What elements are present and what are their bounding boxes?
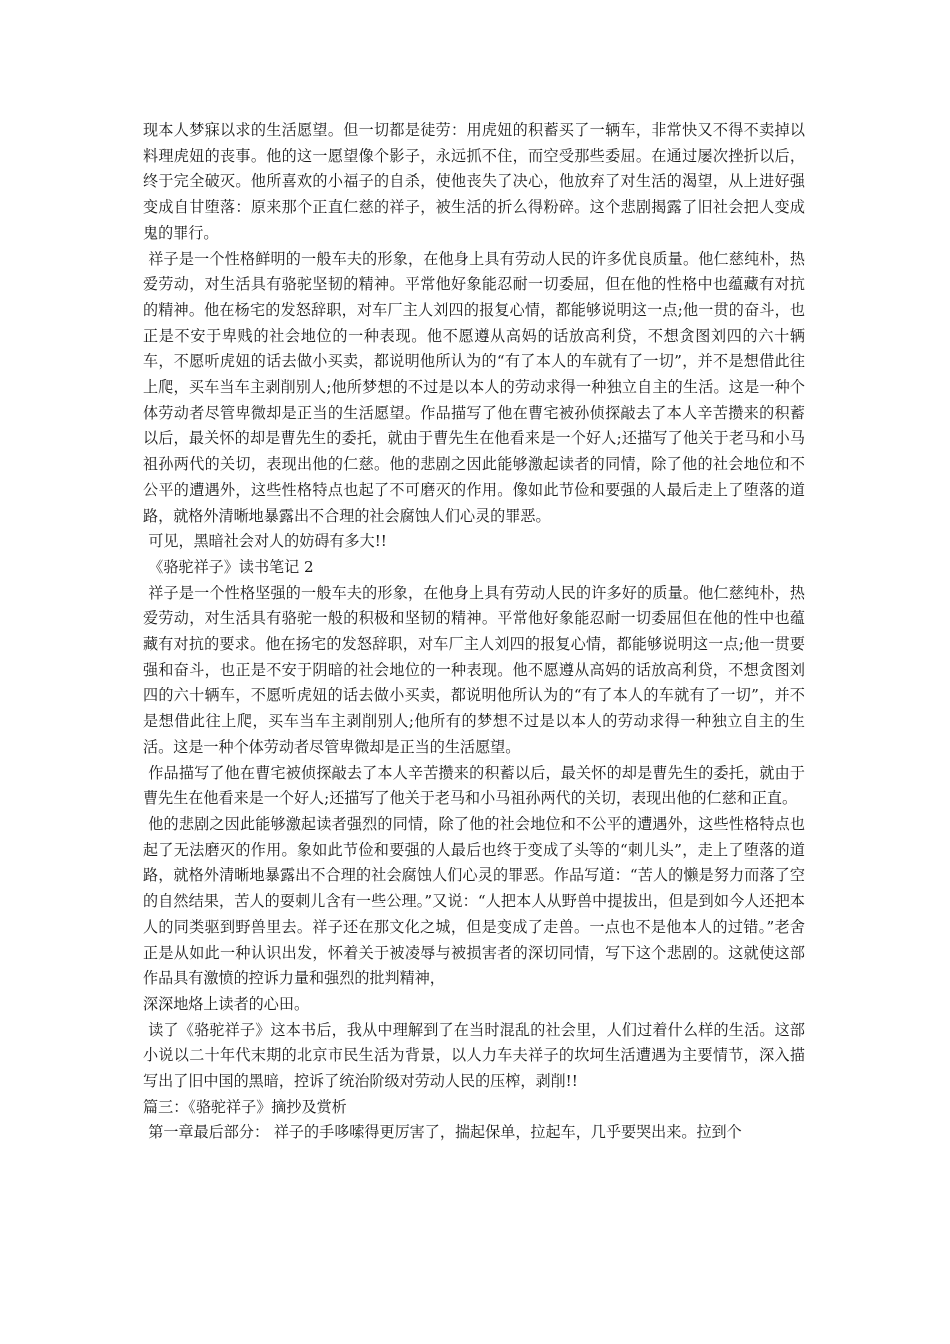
paragraph-continued: 现本人梦寐以求的生活愿望。但一切都是徒劳：用虎妞的积蓄买了一辆车，非常快又不得不卖掉以料理虎妞的丧事。他的这一愿望像个影子，永远抓不住，而空受那些委屈。在通过屡次挫折以后，终于完全破灭。他所喜欢的小福子的自杀，使他丧失了决心，他放弃了对生活的渴望，从上进好强变成自甘堕落：原来那个正直仁慈的祥子，被生活的折么得粉碎。这个悲剧揭露了旧社会把人变成鬼的罪行。 <box>143 121 805 242</box>
paragraph-notes-2-closing-line: 深深地烙上读者的心田。 <box>143 994 310 1013</box>
section-heading-notes-2: 《骆驼祥子》读书笔记 2 <box>148 557 314 576</box>
paragraph-conclusion: 可见，黑暗社会对人的妨碍有多大!! <box>148 532 387 551</box>
paragraph-xiangzi-character: 祥子是一个性格鲜明的一般车夫的形象，在他身上具有劳动人民的许多优良质量。他仁慈纯朴，热爱劳动，对生活具有骆驼坚韧的精神。平常他好象能忍耐一切委屈，但在他的性格中也蕴藏有对抗的精神。他在杨宅的发怒辞职，对车厂主人刘四的报复心情，都能够说明这一点;他一贯的奋斗，也正是不安于卑贱的社会地位的一种表现。他不愿遵从高妈的话放高利贷，不想贪图刘四的六十辆车，不愿听虎妞的话去做小买卖，都说明他所认为的“有了本人的车就有了一切”，并不是想借此往上爬，买车当车主剥削别人;他所梦想的不过是以本人的劳动求得一种独立自主的生活。这是一种个体劳动者尽管卑微却是正当的生活愿望。作品描写了他在曹宅被孙侦探敲去了本人辛苦攒来的积蓄以后，最关怀的却是曹先生的委托，就由于曹先生在他看来是一个好人;还描写了他关于老马和小马祖孙两代的关切，表现出他的仁慈。他的悲剧之因此能够激起读者的同情，除了他的社会地位和不公平的遭遇外，这些性格特点也起了不可磨灭的作用。像如此节俭和要强的人最后走上了堕落的道路，就格外清晰地暴露出不合理的社会腐蚀人们心灵的罪恶。 <box>143 249 805 525</box>
paragraph-notes-2-cao-residence: 作品描写了他在曹宅被侦探敲去了本人辛苦攒来的积蓄以后，最关怀的却是曹先生的委托，就由于曹先生在他看来是一个好人;还描写了他关于老马和小马祖孙两代的关切，表现出他的仁慈和正直。 <box>143 763 805 808</box>
paragraph-notes-2-tragedy: 他的悲剧之因此能够激起读者强烈的同情，除了他的社会地位和不公平的遭遇外，这些性格特点也起了无法磨灭的作用。象如此节俭和要强的人最后也终于变成了头等的“刺儿头”，走上了堕落的道路，就格外清晰地暴露出不合理的社会腐蚀人们心灵的罪恶。作品写道：“苦人的懒是努力而落了空的自然结果，苦人的耍刺儿含有一些公理。”又说：“人把本人从野兽中提拔出，但是到如今人还把本人的同类驱到野兽里去。祥子还在那文化之城，但是变成了走兽。一点也不是他本人的过错。”老舍正是从如此一种认识出发，怀着关于被凌辱与被损害者的深切同情，写下这个悲剧的。这就使这部作品具有激愤的控诉力量和强烈的批判精神， <box>143 814 805 988</box>
paragraph-chapter-1-excerpt: 第一章最后部分： 祥子的手哆嗦得更厉害了，揣起保单，拉起车，几乎要哭出来。拉到个 <box>148 1123 742 1142</box>
paragraph-reading-reflection: 读了《骆驼祥子》这本书后，我从中理解到了在当时混乱的社会里，人们过着什么样的生活。这部小说以二十年代末期的北京市民生活为背景，以人力车夫祥子的坎坷生活遭遇为主要情节，深入描写出了旧中国的黑暗，控诉了统治阶级对劳动人民的压榨，剥削!! <box>143 1020 805 1091</box>
document-text <box>143 118 805 1146</box>
section-heading-part-3: 篇三：《骆驼祥子》摘抄及赏析 <box>143 1097 347 1116</box>
paragraph-notes-2-character: 祥子是一个性格坚强的一般车夫的形象，在他身上具有劳动人民的许多好的质量。他仁慈纯朴，热爱劳动，对生活具有骆驼一般的积极和坚韧的精神。平常他好象能忍耐一切委屈但在他的性中也蕴藏有对抗的要求。他在扬宅的发怒辞职，对车厂主人刘四的报复心情，都能够说明这一点;他一贯要强和奋斗，也正是不安于阴暗的社会地位的一种表现。他不愿遵从高妈的话放高利贷，不想贪图刘四的六十辆车，不愿听虎妞的话去做小买卖，都说明他所认为的“有了本人的车就有了一切”，并不是想借此往上爬，买车当车主剥削别人;他所有的梦想不过是以本人的劳动求得一种独立自主的生活。这是一种个体劳动者尽管卑微却是正当的生活愿望。 <box>143 583 805 756</box>
